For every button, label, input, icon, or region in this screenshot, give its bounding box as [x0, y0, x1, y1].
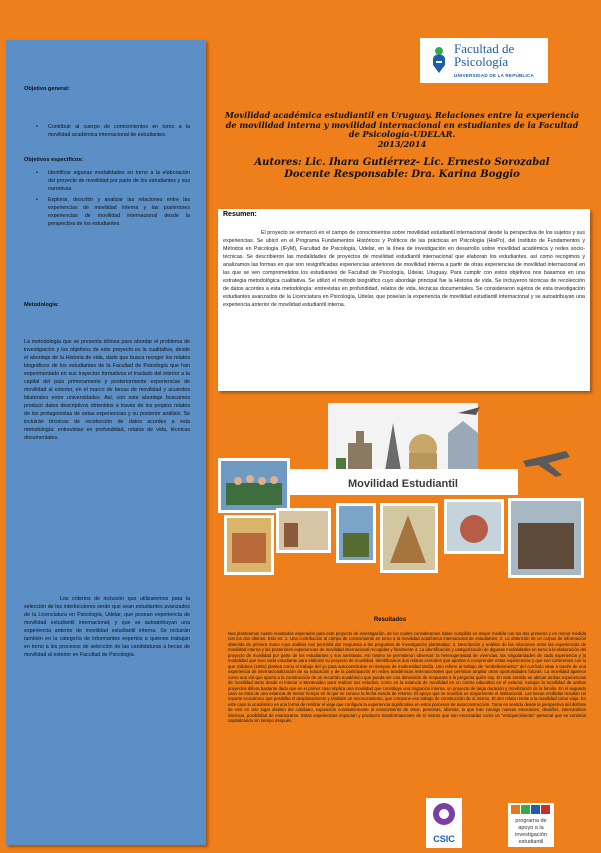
collage-caption: Movilidad Estudiantil	[347, 478, 459, 490]
objectives-specific-heading: Objetivos específicos:	[24, 157, 84, 163]
logo-text-line2: Psicología	[454, 54, 509, 69]
pait-emblem-icon	[508, 803, 554, 847]
authors-line: Autores: Lic. Ihara Gutiérrez- Lic. Ernesto Sorozabal	[254, 157, 550, 168]
authors-block	[212, 157, 592, 181]
title-line: de movilidad interna y movilidad internacional en estudiantes de la Facultad	[225, 119, 579, 130]
psychology-emblem-icon	[426, 43, 452, 77]
objective-specific-item: • Explorar, describir y analizar las relaciones entre las experiencias de movilidad interna y las posteriores experiencias de movilidad internacional desde la perspectiva de los estudiantes.	[24, 196, 190, 228]
methodology-paragraph-2: Los criterios de inclusión que utilizaremos para la selección de los interlocutores serán que sean estudiantes avanzados de la Licenciatura en Psicología, Udelar, que posean experiencia de movilidad estudiantil internacional; y que se autoatribuyan una experiencia anterior de movilidad estudiantil interna. Se incluirán también en la categoría de informantes expertos a quienes trabajan en torno a los procesos de selección de las candidaturas a becas de movilidad al exterior en Facultad de Psicología.	[24, 596, 190, 658]
abstract-text: El proyecto se enmarcó en el campo de conocimientos sobre movilidad estudiantil internacional desde la perspectiva de los sujetos y sus experiencias. Se ubicó en el Programa Fundamentos Históricos y Políticos de las prácticas en Psicología (HisPo), del Instituto de Fundamentos y Métodos en Psicología (IFyM), Facultad de Psicología, Udelar, en la línea de investigación en desarrollo sobre movilidad académica y redes socio-técnicas. Se describieron las modalidades de proyectos de movilidad estudiantil internacional que elaboran los estudiantes, así como recogimos y analizamos las formas en que son resignificadas experiencias anteriores de movilidad interna a partir de otras experiencias de movilidad internacional en las que se ven comprometidos los estudiantes de Facultad de Psicología, Udelar, Uruguay. Para cumplir con estos objetivos nos basamos en una estrategia metodológica cualitativa. Se utilizó el método biográfico cuyo abordaje principal fue la Historia de vida. Se incluyeron técnicas de recolección de datos acordes a esta metodología: entrevistas en profundidad, relatos de vida, técnicas documentales. Se consideraron sujetos de esta investigación estudiantes avanzados de la Licenciatura en Psicología, Udelar, que poseían la experiencia de movilidad estudiantil internacional y se autoatribuyan una experiencia anterior de movilidad estudiantil interna.	[223, 230, 585, 308]
pait-label-line: programa de	[515, 818, 547, 824]
csic-emblem-icon	[426, 798, 462, 848]
title-years: 2013/2014	[377, 138, 427, 149]
results-heading: Resultados	[373, 617, 407, 623]
methodology-paragraph-1: La metodología que se presenta idónea para abordar el problema de investigación y los objetivos de este proyecto es la cualitativa, desde el abordaje de la Historia de vida, dado que busca recoger los relatos biográficos de los estudiantes de la Facultad de Psicología que han experimentado en sus trayectos formativos el traslado del interior a la capital del país primeramente y posteriormente experiencias de movilidad al exterior, en el marco de becas de movilidad y acuerdos bilaterales entre universidades. Así, con este abordaje buscamos producir datos descriptivos obtenidos a través de los propios relatos de los protagonistas de estas experiencias y su posterior análisis. Se incluirán técnicas de recolección de datos acordes a esta metodología: entrevistas en profundidad, relatos de vida, técnicas documentales.	[24, 339, 190, 441]
photo-group-cities	[276, 498, 584, 578]
faculty-logo	[420, 38, 548, 83]
abstract-heading: Resumen:	[223, 211, 257, 218]
objective-general-heading: Objetivo general:	[24, 86, 70, 92]
logo-text-line3: UNIVERSIDAD DE LA REPÚBLICA	[454, 73, 535, 78]
pait-label-line: apoyo a la	[518, 825, 544, 831]
poster-title	[212, 111, 592, 149]
objectives-specific-list	[24, 169, 190, 231]
teacher-line: Docente Responsable: Dra. Karina Boggio	[284, 169, 520, 180]
photo-collage	[218, 403, 586, 581]
csic-logo	[426, 798, 462, 848]
methodology-heading: Metodología:	[24, 302, 59, 308]
abstract-box	[218, 209, 590, 391]
pait-label-line: estudiantil	[518, 839, 544, 845]
objective-general-list	[24, 123, 190, 142]
pait-label-line: investigación	[515, 832, 547, 838]
sidebar-panel	[6, 40, 206, 845]
pait-logo	[508, 803, 554, 847]
results-text: Nos planteamos cuatro resultados esperados para este proyecto de investigación, de los cuales consideramos haber cumplido en mayor medida con los dos primeros y en menor medida con los dos últimos. Esto es: 1. Una contribución al campo de conocimiento en torno a la movilidad académica internacional de estudiantes; 2. La obtención de un corpus de información obtenida de primera mano cuyo análisis nos permitirá dar respuesta a las preguntas de investigación planteadas; 3. Descripción y análisis de las relaciones entre las experiencias de movilidad interna y las posteriores experiencias de movilidad internacional recogidas y finalmente 4. La identificación y categorización de algunas modalidades en torno a la elaboración del proyecto de movilidad por parte de los estudiantes y sus narrativas. Así mismo se permitieron observar: la heterogeneidad de vivencias, las singularidades de cada experiencia y la modalidad que tuvo cada estudiante para elaborar su proyecto de movilidad. Identificamos dos relatos centrales que aportan a comprender estas experiencias y que son coherentes con lo que Giddens (1991) plantea como el trabajo del yo para autoconstruirse en tiempos de modernidad tardía. Uno refiere al trabajo de "embellecimiento" del currículo vitae a través de una experiencia de internacionalización de su educación y de la participación en redes académicas internacionales que permitan ampliar otras oportunidades futuras. La movilidad aparece como una vía que aporta a la construcción de un recorrido académico que pueda ser una dimensión de respuesta a la pregunta quién soy. En este sentido se ubican ambas experiencias de movilidad tanto desde el interior a Montevideo para realizar sus estudios, como en la estancia de movilidad en un centro educativo en el exterior. Aunque la movilidad de ambos proyectos difiera bastante dado que en el primer caso implica una movilidad que constituye una migración interna, un proyecto de larga duración y movilización de la familia. En el segundo caso se trata de una estancia de menor tiempo en la que se conoce la fecha exacta de retorno. El apoyo que se moviliza es mayormente el institucional. Las becas recibidas resultan un soporte económico que posibilita el desplazamiento y también un reconocimiento, que compone ese trabajo de construcción de sí mismo. El otro relato remite a la movilidad como viaje. En este caso lo académico es una forma de realizar el viaje que configura la experiencia significativa en estos procesos de autoconstrucción. Toma en sentido desde la perspectiva del disfrute de vivir en otro lugar distinto del cotidiano, exposición constantemente al conocimiento de otros, personas, idiomas, lo que trae consigo nuevas emociones, desafíos, intercambios intensos, posibilidad de enamorarse. Estas experiencias impactan y producen transformaciones de sí mismo que son enunciadas como un "enriquecimiento" personal que se continúa capitalizando sin tiempo después.	[228, 631, 586, 724]
csic-label: CSIC	[433, 834, 455, 844]
title-line: Movilidad académica estudiantil en Uruguay. Relaciones entre la experiencia	[224, 110, 580, 120]
objective-specific-item: • Identificar algunas modalidades en torno a la elaboración del proyecto de movilidad por parte de los estudiantes y sus narrativas.	[24, 169, 190, 193]
logo-text-line1: Facultad de	[454, 41, 515, 56]
title-line: de Psicología-UDELAR.	[348, 129, 456, 139]
airplane-icon	[523, 451, 570, 477]
objective-general-item: • Contribuir al cuerpo de conocimientos en torno a la movilidad académica internacional de estudiantes.	[24, 123, 190, 139]
